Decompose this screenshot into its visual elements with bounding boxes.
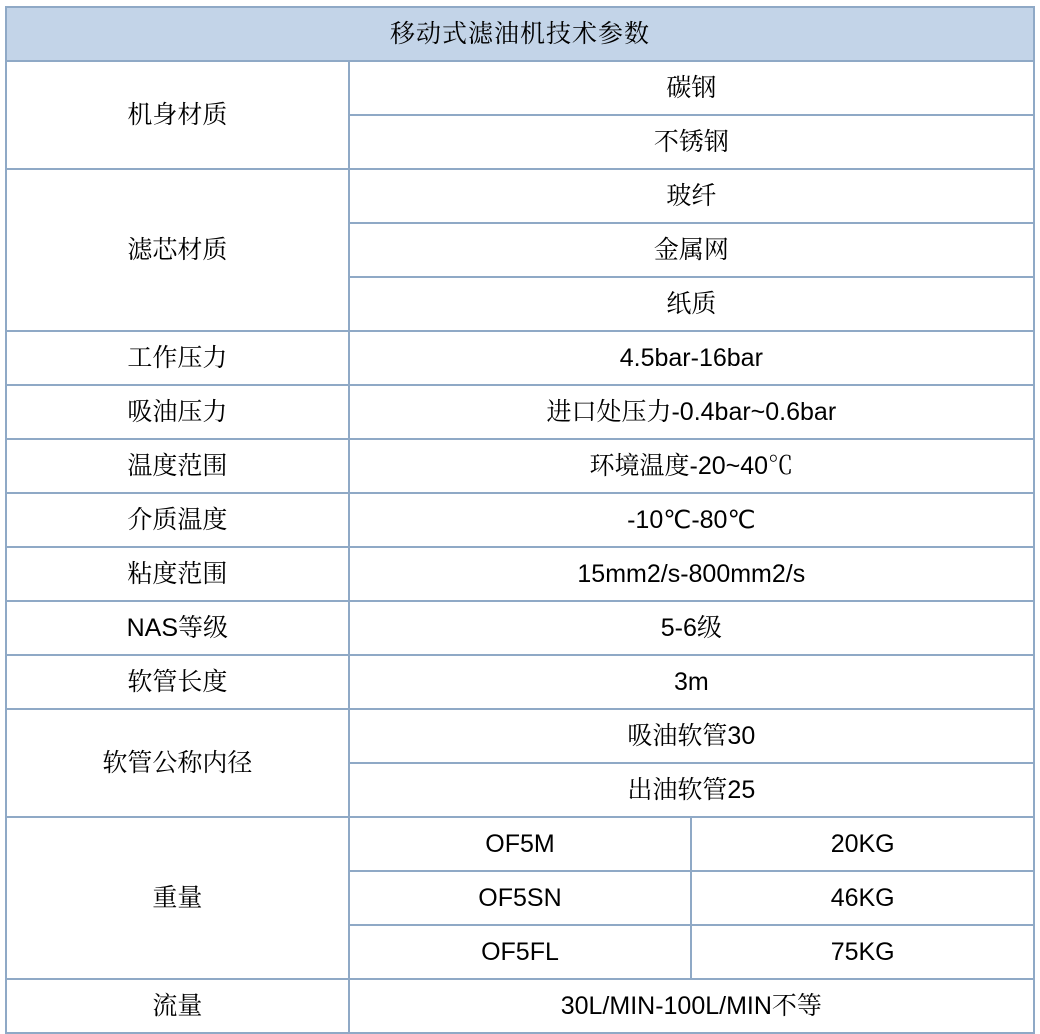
row-label-weight: 重量 [6,817,349,979]
row-label-nas-grade: NAS等级 [6,601,349,655]
table-row [6,817,1034,871]
row-label-body-material: 机身材质 [6,61,349,169]
table-row [6,601,1034,655]
table-row [6,979,1034,1033]
weight-model-1: OF5M [349,817,692,871]
table-row [6,709,1034,763]
weight-value-1: 20KG [691,817,1034,871]
row-value-filter-material-2: 金属网 [349,223,1034,277]
row-value-temperature-range: 环境温度-20~40℃ [349,439,1034,493]
row-label-filter-material: 滤芯材质 [6,169,349,331]
row-value-body-material-2: 不锈钢 [349,115,1034,169]
row-value-viscosity-range: 15mm2/s-800mm2/s [349,547,1034,601]
row-label-medium-temperature: 介质温度 [6,493,349,547]
row-label-viscosity-range: 粘度范围 [6,547,349,601]
row-value-working-pressure: 4.5bar-16bar [349,331,1034,385]
specification-table [5,6,1035,1034]
weight-model-2: OF5SN [349,871,692,925]
weight-value-2: 46KG [691,871,1034,925]
row-value-filter-material-1: 玻纤 [349,169,1034,223]
row-value-body-material-1: 碳钢 [349,61,1034,115]
weight-value-3: 75KG [691,925,1034,979]
row-value-flow-rate: 30L/MIN-100L/MIN不等 [349,979,1034,1033]
table-row [6,61,1034,115]
row-label-working-pressure: 工作压力 [6,331,349,385]
table-row [6,169,1034,223]
row-value-suction-pressure: 进口处压力-0.4bar~0.6bar [349,385,1034,439]
table-row [6,385,1034,439]
weight-model-3: OF5FL [349,925,692,979]
row-label-hose-length: 软管长度 [6,655,349,709]
row-value-hose-diameter-1: 吸油软管30 [349,709,1034,763]
table-row [6,331,1034,385]
row-value-hose-length: 3m [349,655,1034,709]
table-row [6,439,1034,493]
table-row [6,547,1034,601]
row-value-nas-grade: 5-6级 [349,601,1034,655]
page-title: 移动式滤油机技术参数 [6,7,1034,61]
row-label-flow-rate: 流量 [6,979,349,1033]
row-label-hose-diameter: 软管公称内径 [6,709,349,817]
row-label-temperature-range: 温度范围 [6,439,349,493]
table-row [6,493,1034,547]
row-value-filter-material-3: 纸质 [349,277,1034,331]
table-row [6,655,1034,709]
row-label-suction-pressure: 吸油压力 [6,385,349,439]
row-value-hose-diameter-2: 出油软管25 [349,763,1034,817]
table-title-row [6,7,1034,61]
row-value-medium-temperature: -10℃-80℃ [349,493,1034,547]
